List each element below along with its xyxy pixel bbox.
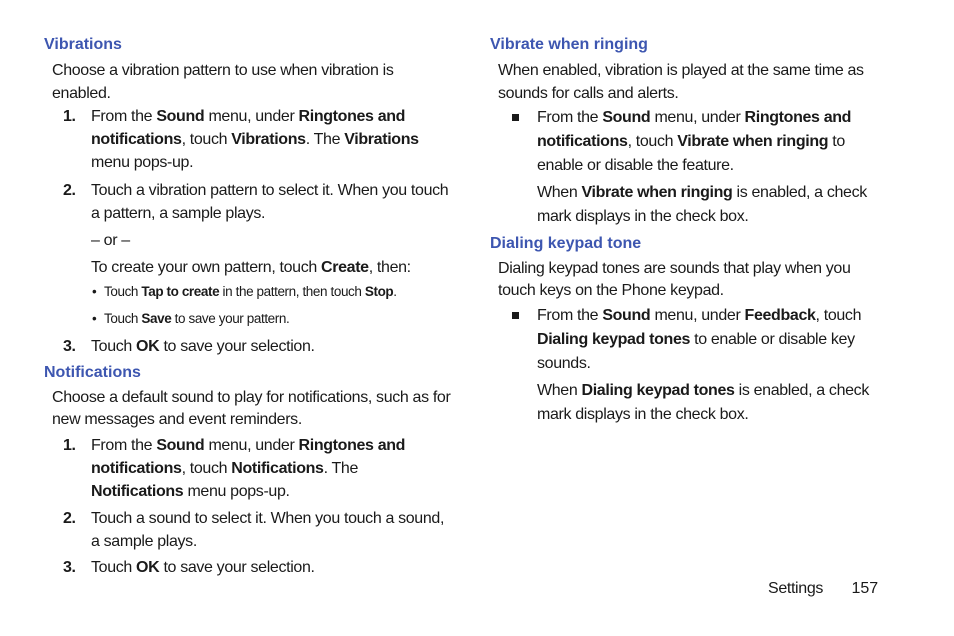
vibrate-when-ringing-heading: Vibrate when ringing xyxy=(490,36,648,53)
vibrations-step-3: 3. Touch OK to save your selection. xyxy=(63,338,315,355)
square-bullet-icon xyxy=(512,114,519,121)
vibrations-step-2: 2. Touch a vibration pattern to select it. When you touch a pattern, a sample plays. xyxy=(63,182,449,222)
create-pattern-text: To create your own pattern, touch Create, then: xyxy=(91,259,411,276)
bullet-tap-to-create: • Touch Tap to create in the pattern, then touch Stop. xyxy=(92,284,397,299)
vibrate-when-ringing-intro: When enabled, vibration is played at the same time as sounds for calls and alerts. xyxy=(498,62,864,102)
dialing-keypad-tone-note: When Dialing keypad tones is enabled, a check mark displays in the check box. xyxy=(537,382,869,423)
dialing-keypad-tone-intro: Dialing keypad tones are sounds that play when you touch keys on the Phone keypad. xyxy=(498,260,851,299)
vibrate-when-ringing-item: From the Sound menu, under Ringtones and notifications, touch Vibrate when ringing to enable or disable the feature. xyxy=(490,106,890,178)
page-footer xyxy=(768,578,878,600)
vibrations-intro: Choose a vibration pattern to use when vibration is enabled. xyxy=(52,62,394,102)
page-number: 157 xyxy=(851,580,879,597)
vibrations-heading: Vibrations xyxy=(44,36,122,53)
left-column xyxy=(44,34,454,579)
vibrate-when-ringing-note: When Vibrate when ringing is enabled, a check mark displays in the check box. xyxy=(537,184,867,225)
or-separator: – or – xyxy=(91,232,130,249)
right-column xyxy=(490,34,890,427)
notifications-step-3: 3. Touch OK to save your selection. xyxy=(63,559,315,576)
notifications-intro: Choose a default sound to play for notifications, such as for new messages and event reminders. xyxy=(52,389,451,428)
notifications-step-1: 1. From the Sound menu, under Ringtones and notifications, touch Notifications. The Notifications menu pops-up. xyxy=(63,437,406,500)
square-bullet-icon xyxy=(512,312,519,319)
vibrations-step-1: 1. From the Sound menu, under Ringtones and notifications, touch Vibrations. The Vibrations menu pops-up. xyxy=(63,108,419,171)
footer-section: Settings xyxy=(768,580,824,597)
dialing-keypad-tone-heading: Dialing keypad tone xyxy=(490,235,642,252)
dialing-keypad-tone-item: From the Sound menu, under Feedback, touch Dialing keypad tones to enable or disable key sounds. xyxy=(490,304,890,376)
notifications-step-2: 2. Touch a sound to select it. When you touch a sound, a sample plays. xyxy=(63,510,445,550)
notifications-heading: Notifications xyxy=(44,364,141,381)
bullet-save: • Touch Save to save your pattern. xyxy=(92,311,290,326)
